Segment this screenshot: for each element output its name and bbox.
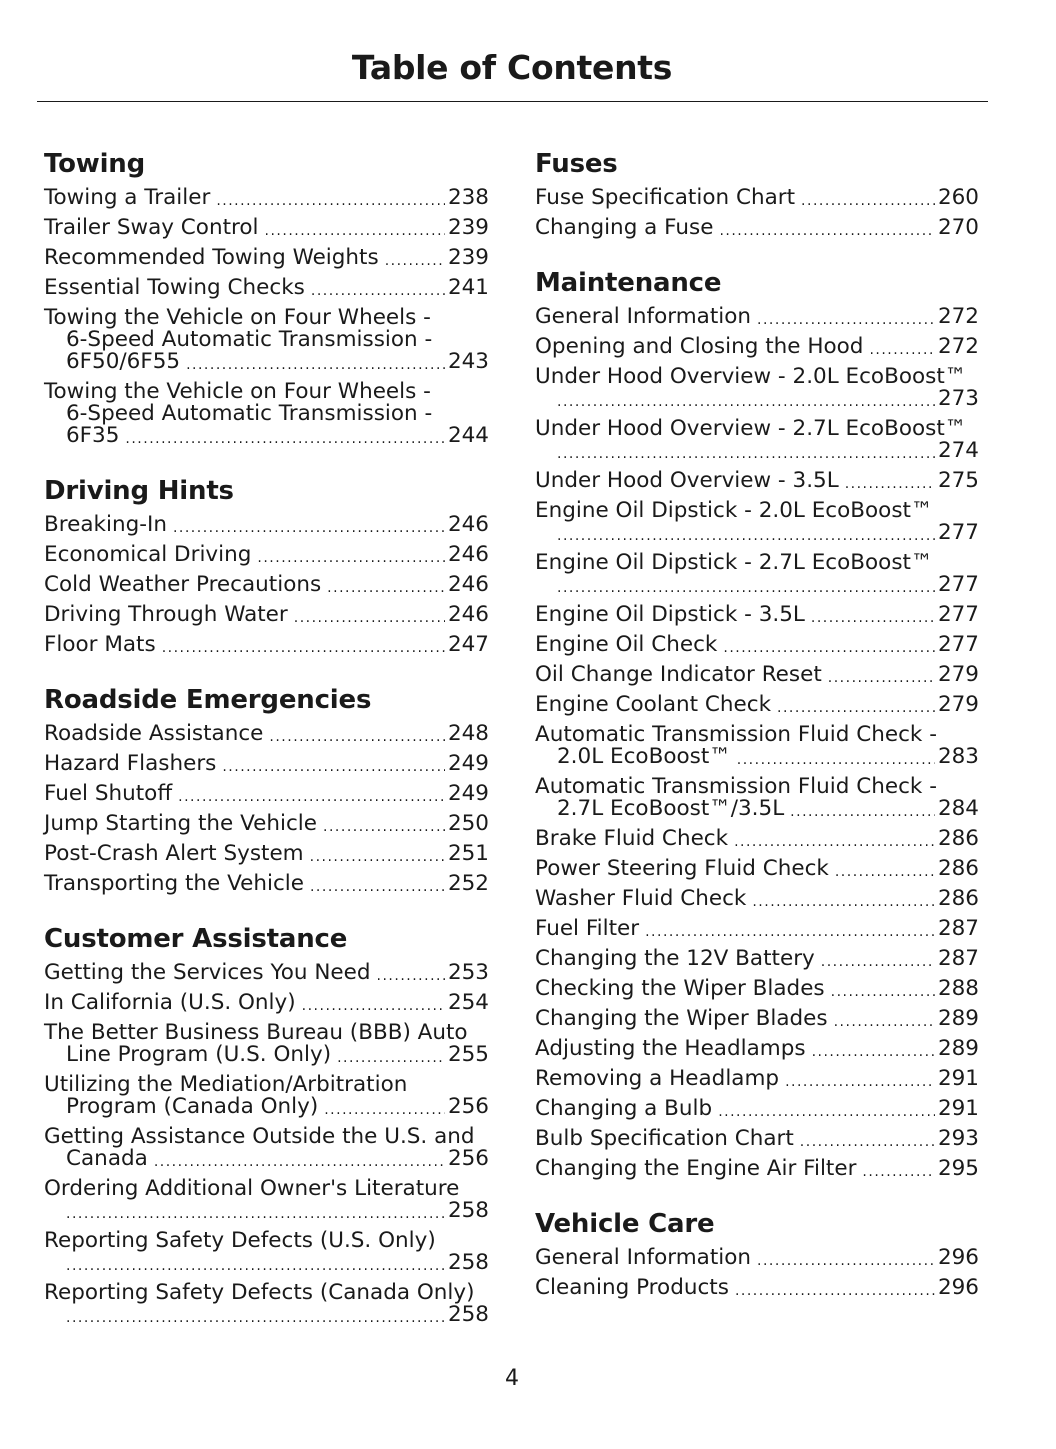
dot-leader — [265, 223, 445, 239]
toc-entry-label: Breaking-In — [44, 512, 167, 537]
toc-entry[interactable] — [44, 630, 489, 660]
toc-entry-label: Hazard Flashers — [44, 751, 217, 776]
toc-entry[interactable] — [44, 540, 489, 570]
toc-entry-label: General Information — [535, 304, 752, 329]
dot-leader — [831, 984, 935, 1000]
dot-leader — [385, 253, 445, 269]
toc-entry-label: Cleaning Products — [535, 1275, 729, 1300]
toc-entry-label: Recommended Towing Weights — [44, 245, 379, 270]
toc-entry-label: Opening and Closing the Hood — [535, 334, 864, 359]
toc-entry-label: Utilizing the Mediation/Arbitration — [44, 1072, 408, 1097]
toc-entry[interactable] — [535, 302, 979, 332]
dot-leader — [66, 1206, 445, 1222]
dot-leader — [869, 342, 935, 358]
dot-leader — [757, 1253, 935, 1269]
toc-page-number: 246 — [447, 572, 489, 597]
toc-entry[interactable] — [44, 749, 489, 779]
toc-entry[interactable] — [535, 600, 979, 630]
dot-leader — [777, 700, 935, 716]
toc-page-number: 254 — [447, 990, 489, 1015]
toc-entry-label: Washer Fluid Check — [535, 886, 747, 911]
toc-page-number: 279 — [937, 662, 979, 687]
toc-entry-line — [44, 1074, 489, 1096]
toc-entry[interactable] — [44, 839, 489, 869]
dot-leader — [828, 670, 935, 686]
toc-entry-label: Program (Canada Only) — [66, 1094, 319, 1119]
toc-entry-label: Economical Driving — [44, 542, 252, 567]
toc-entry-label: Engine Oil Dipstick - 2.7L EcoBoost™ — [535, 550, 933, 575]
toc-entry-label: Getting Assistance Outside the U.S. and — [44, 1124, 475, 1149]
toc-entry-label: Roadside Assistance — [44, 721, 264, 746]
toc-entry-label: Ordering Additional Owner's Literature — [44, 1176, 460, 1201]
dot-leader — [790, 804, 935, 820]
toc-entry-line — [535, 500, 979, 522]
toc-entry-label: Transporting the Vehicle — [44, 871, 304, 896]
toc-entry[interactable] — [44, 1070, 489, 1122]
title-divider — [37, 101, 988, 102]
toc-page-number: 275 — [937, 468, 979, 493]
toc-entry-line — [535, 574, 979, 596]
toc-entry-label: Fuel Filter — [535, 916, 640, 941]
dot-leader — [757, 312, 935, 328]
dot-leader — [719, 223, 935, 239]
toc-entry-label: Under Hood Overview - 2.7L EcoBoost™ — [535, 416, 967, 441]
toc-page-number: 249 — [447, 751, 489, 776]
toc-page-number: 291 — [937, 1066, 979, 1091]
dot-leader — [718, 1104, 935, 1120]
toc-page-number: 258 — [447, 1198, 489, 1223]
toc-entry-label: Engine Oil Dipstick - 3.5L — [535, 602, 805, 627]
toc-section-vehicle-care — [535, 1206, 979, 1303]
toc-page-number: 241 — [447, 275, 489, 300]
toc-entry-label: Getting the Services You Need — [44, 960, 371, 985]
toc-entry-label: 6-Speed Automatic Transmission - — [66, 327, 433, 352]
toc-page-number: 272 — [937, 334, 979, 359]
dot-leader — [845, 476, 935, 492]
toc-entry[interactable] — [535, 772, 979, 824]
toc-page-number: 258 — [447, 1302, 489, 1327]
toc-entry-line — [44, 1304, 489, 1326]
toc-section-fuses — [535, 146, 979, 243]
toc-entry-line — [44, 403, 489, 425]
toc-entry-label: Changing a Bulb — [535, 1096, 713, 1121]
toc-entry[interactable] — [535, 660, 979, 690]
toc-entry[interactable] — [44, 377, 489, 451]
toc-entry-line — [535, 746, 979, 768]
toc-entry-label: Automatic Transmission Fluid Check - — [535, 722, 937, 747]
toc-entry-line — [44, 1230, 489, 1252]
toc-entry-line — [535, 522, 979, 544]
toc-entry[interactable] — [535, 854, 979, 884]
dot-leader — [734, 834, 935, 850]
toc-page-number: 238 — [447, 185, 489, 210]
toc-entry-label: Reporting Safety Defects (U.S. Only) — [44, 1228, 436, 1253]
toc-entry-line — [44, 1282, 489, 1304]
toc-entry[interactable] — [44, 1174, 489, 1226]
dot-leader — [835, 864, 935, 880]
toc-entry-line — [44, 1096, 489, 1118]
toc-page-number: 284 — [937, 796, 979, 821]
page-title: Table of Contents — [351, 48, 673, 87]
toc-page-number: 272 — [937, 304, 979, 329]
dot-leader — [310, 879, 445, 895]
toc-entry[interactable] — [535, 1154, 979, 1184]
toc-page-number: 243 — [447, 349, 489, 374]
dot-leader — [735, 1283, 935, 1299]
dot-leader — [557, 580, 935, 596]
toc-entry[interactable] — [44, 600, 489, 630]
toc-entry[interactable] — [535, 884, 979, 914]
toc-entry-label: Fuel Shutoff — [44, 781, 173, 806]
toc-page-number: 286 — [937, 886, 979, 911]
dot-leader — [186, 357, 445, 373]
toc-entry-line — [44, 425, 489, 447]
dot-leader — [324, 1102, 445, 1118]
toc-page-number: 286 — [937, 856, 979, 881]
toc-page-number: 274 — [937, 438, 979, 463]
dot-leader — [557, 394, 935, 410]
toc-entry[interactable] — [44, 570, 489, 600]
toc-entry-label: 2.7L EcoBoost™/3.5L — [557, 796, 785, 821]
toc-entry-line — [535, 776, 979, 798]
toc-entry-line — [44, 1148, 489, 1170]
toc-entry[interactable] — [44, 869, 489, 899]
toc-entry-label: Engine Oil Check — [535, 632, 718, 657]
toc-entry-line — [44, 1252, 489, 1274]
toc-entry[interactable] — [44, 1018, 489, 1070]
toc-page-number: 289 — [937, 1006, 979, 1031]
toc-page-number: 260 — [937, 185, 979, 210]
toc-right-column — [535, 146, 979, 1325]
dot-leader — [377, 968, 445, 984]
toc-entry[interactable] — [535, 824, 979, 854]
dot-leader — [557, 446, 935, 462]
toc-entry-label: Engine Oil Dipstick - 2.0L EcoBoost™ — [535, 498, 933, 523]
toc-page-number: 289 — [937, 1036, 979, 1061]
toc-page-number: 256 — [447, 1094, 489, 1119]
toc-page-number: 277 — [937, 520, 979, 545]
section-heading: Roadside Emergencies — [44, 685, 372, 715]
toc-entry[interactable] — [44, 958, 489, 988]
toc-entry-label: Changing the Wiper Blades — [535, 1006, 828, 1031]
toc-entry-label: Cold Weather Precautions — [44, 572, 322, 597]
dot-leader — [812, 1044, 935, 1060]
toc-entry-label: Under Hood Overview - 3.5L — [535, 468, 839, 493]
toc-entry[interactable] — [535, 914, 979, 944]
toc-entry[interactable] — [535, 213, 979, 243]
toc-entry-line — [44, 381, 489, 403]
toc-entry-line — [44, 329, 489, 351]
dot-leader — [785, 1074, 935, 1090]
toc-entry-label: Automatic Transmission Fluid Check - — [535, 774, 937, 799]
toc-entry-line — [44, 1178, 489, 1200]
dot-leader — [302, 998, 445, 1014]
toc-entry-line — [535, 798, 979, 820]
toc-entry[interactable] — [44, 809, 489, 839]
toc-page-number: 239 — [447, 215, 489, 240]
toc-entry[interactable] — [535, 1004, 979, 1034]
toc-entry[interactable] — [535, 548, 979, 600]
section-heading: Customer Assistance — [44, 924, 348, 954]
toc-entry-label: Brake Fluid Check — [535, 826, 729, 851]
toc-page-number: 249 — [447, 781, 489, 806]
toc-page-number: 283 — [937, 744, 979, 769]
toc-entry-label: Power Steering Fluid Check — [535, 856, 829, 881]
toc-page-number: 286 — [937, 826, 979, 851]
toc-entry[interactable] — [535, 362, 979, 414]
toc-page-number: 287 — [937, 946, 979, 971]
dot-leader — [66, 1258, 445, 1274]
toc-entry-label: Reporting Safety Defects (Canada Only) — [44, 1280, 475, 1305]
toc-entry-line — [44, 1022, 489, 1044]
toc-entry-label: 6-Speed Automatic Transmission - — [66, 401, 433, 426]
section-heading: Maintenance — [535, 268, 722, 298]
toc-entry-label: 6F35 — [66, 423, 120, 448]
toc-entry[interactable] — [535, 720, 979, 772]
toc-page-number: 248 — [447, 721, 489, 746]
dot-leader — [162, 640, 445, 656]
toc-page-number: 279 — [937, 692, 979, 717]
toc-entry-line — [535, 724, 979, 746]
toc-page-number: 277 — [937, 602, 979, 627]
dot-leader — [222, 759, 445, 775]
toc-entry-line — [535, 440, 979, 462]
toc-entry-line — [44, 1044, 489, 1066]
toc-entry[interactable] — [535, 1243, 979, 1273]
toc-entry[interactable] — [44, 510, 489, 540]
toc-entry-line — [535, 388, 979, 410]
section-heading: Towing — [44, 149, 145, 179]
toc-entry-label: Bulb Specification Chart — [535, 1126, 794, 1151]
dot-leader — [800, 1134, 935, 1150]
toc-page-number: 252 — [447, 871, 489, 896]
toc-entry[interactable] — [535, 1034, 979, 1064]
dot-leader — [327, 580, 445, 596]
toc-entry[interactable] — [535, 183, 979, 213]
page-number: 4 — [505, 1366, 519, 1391]
section-heading: Vehicle Care — [535, 1209, 715, 1239]
dot-leader — [645, 924, 935, 940]
dot-leader — [801, 193, 935, 209]
toc-page-number: 250 — [447, 811, 489, 836]
toc-page-number: 253 — [447, 960, 489, 985]
toc-entry[interactable] — [535, 974, 979, 1004]
dot-leader — [125, 431, 445, 447]
toc-entry-line — [535, 552, 979, 574]
toc-page-number: 293 — [937, 1126, 979, 1151]
dot-leader — [154, 1154, 445, 1170]
dot-leader — [862, 1164, 935, 1180]
dot-leader — [557, 528, 935, 544]
toc-page-number: 239 — [447, 245, 489, 270]
toc-entry-label: Trailer Sway Control — [44, 215, 259, 240]
toc-entry-label: Towing a Trailer — [44, 185, 211, 210]
toc-entry-line — [44, 307, 489, 329]
toc-entry[interactable] — [44, 183, 489, 213]
toc-entry-label: Towing the Vehicle on Four Wheels - — [44, 305, 431, 330]
toc-entry[interactable] — [535, 1064, 979, 1094]
toc-left-column — [44, 146, 489, 1352]
dot-leader — [66, 1310, 445, 1326]
toc-entry[interactable] — [535, 496, 979, 548]
toc-entry-label: The Better Business Bureau (BBB) Auto — [44, 1020, 468, 1045]
toc-entry[interactable] — [535, 332, 979, 362]
toc-entry-label: Checking the Wiper Blades — [535, 976, 825, 1001]
toc-page-number: 273 — [937, 386, 979, 411]
toc-entry-line — [535, 366, 979, 388]
dot-leader — [257, 550, 445, 566]
toc-entry-line — [535, 418, 979, 440]
section-heading: Driving Hints — [44, 476, 234, 506]
toc-page-number: 270 — [937, 215, 979, 240]
toc-entry[interactable] — [535, 690, 979, 720]
toc-section-maintenance — [535, 265, 979, 1184]
toc-entry-label: Towing the Vehicle on Four Wheels - — [44, 379, 431, 404]
toc-entry-label: Removing a Headlamp — [535, 1066, 780, 1091]
toc-page-number: 246 — [447, 542, 489, 567]
toc-entry-label: Engine Coolant Check — [535, 692, 772, 717]
dot-leader — [811, 610, 935, 626]
toc-entry-label: Adjusting the Headlamps — [535, 1036, 806, 1061]
toc-entry-label: 2.0L EcoBoost™ — [557, 744, 731, 769]
toc-entry[interactable] — [535, 414, 979, 466]
dot-leader — [311, 283, 445, 299]
toc-entry-line — [44, 1126, 489, 1148]
dot-leader — [821, 954, 935, 970]
toc-entry-label: 6F50/6F55 — [66, 349, 181, 374]
toc-entry[interactable] — [44, 213, 489, 243]
toc-entry-label: Jump Starting the Vehicle — [44, 811, 318, 836]
toc-page-number: 247 — [447, 632, 489, 657]
toc-entry[interactable] — [44, 779, 489, 809]
toc-entry[interactable] — [44, 1122, 489, 1174]
toc-entry-label: Line Program (U.S. Only) — [66, 1042, 332, 1067]
toc-page-number: 295 — [937, 1156, 979, 1181]
toc-page-number: 246 — [447, 512, 489, 537]
dot-leader — [337, 1050, 445, 1066]
toc-entry[interactable] — [535, 1273, 979, 1303]
toc-page-number: 277 — [937, 572, 979, 597]
dot-leader — [310, 849, 445, 865]
dot-leader — [834, 1014, 935, 1030]
toc-entry[interactable] — [535, 1124, 979, 1154]
toc-entry-label: Changing the 12V Battery — [535, 946, 815, 971]
toc-entry[interactable] — [535, 466, 979, 496]
toc-entry-line — [44, 1200, 489, 1222]
toc-entry-label: Changing the Engine Air Filter — [535, 1156, 857, 1181]
dot-leader — [737, 752, 935, 768]
toc-entry-label: Driving Through Water — [44, 602, 288, 627]
toc-entry-label: Canada — [66, 1146, 148, 1171]
dot-leader — [178, 789, 445, 805]
dot-leader — [752, 894, 935, 910]
toc-entry-label: Fuse Specification Chart — [535, 185, 796, 210]
toc-section-roadside-emergencies — [44, 682, 489, 899]
toc-entry-label: Floor Mats — [44, 632, 156, 657]
toc-entry[interactable] — [44, 1226, 489, 1278]
toc-section-towing — [44, 146, 489, 451]
section-heading: Fuses — [535, 149, 618, 179]
toc-entry[interactable] — [44, 719, 489, 749]
toc-entry-label: In California (U.S. Only) — [44, 990, 296, 1015]
dot-leader — [723, 640, 935, 656]
toc-entry-label: Post-Crash Alert System — [44, 841, 304, 866]
dot-leader — [173, 520, 445, 536]
toc-page-number: 296 — [937, 1275, 979, 1300]
toc-page-number: 246 — [447, 602, 489, 627]
toc-page-number: 251 — [447, 841, 489, 866]
toc-page-number: 244 — [447, 423, 489, 448]
toc-entry-line — [44, 351, 489, 373]
toc-entry[interactable] — [44, 243, 489, 273]
toc-entry[interactable] — [44, 988, 489, 1018]
toc-section-driving-hints — [44, 473, 489, 660]
toc-entry[interactable] — [535, 630, 979, 660]
toc-page-number: 277 — [937, 632, 979, 657]
toc-entry-label: General Information — [535, 1245, 752, 1270]
toc-entry-label: Changing a Fuse — [535, 215, 714, 240]
toc-entry-label: Essential Towing Checks — [44, 275, 305, 300]
toc-page-number: 256 — [447, 1146, 489, 1171]
toc-entry[interactable] — [535, 944, 979, 974]
toc-page-number: 288 — [937, 976, 979, 1001]
toc-page-number: 287 — [937, 916, 979, 941]
toc-page-number: 296 — [937, 1245, 979, 1270]
toc-entry[interactable] — [44, 273, 489, 303]
dot-leader — [216, 193, 445, 209]
dot-leader — [294, 610, 445, 626]
toc-entry[interactable] — [44, 1278, 489, 1330]
dot-leader — [269, 729, 445, 745]
toc-page-number: 291 — [937, 1096, 979, 1121]
toc-entry-label: Under Hood Overview - 2.0L EcoBoost™ — [535, 364, 967, 389]
dot-leader — [323, 819, 445, 835]
toc-entry[interactable] — [535, 1094, 979, 1124]
toc-page-number: 258 — [447, 1250, 489, 1275]
toc-entry-label: Oil Change Indicator Reset — [535, 662, 822, 687]
toc-page-number: 255 — [447, 1042, 489, 1067]
toc-section-customer-assistance — [44, 921, 489, 1330]
toc-entry[interactable] — [44, 303, 489, 377]
